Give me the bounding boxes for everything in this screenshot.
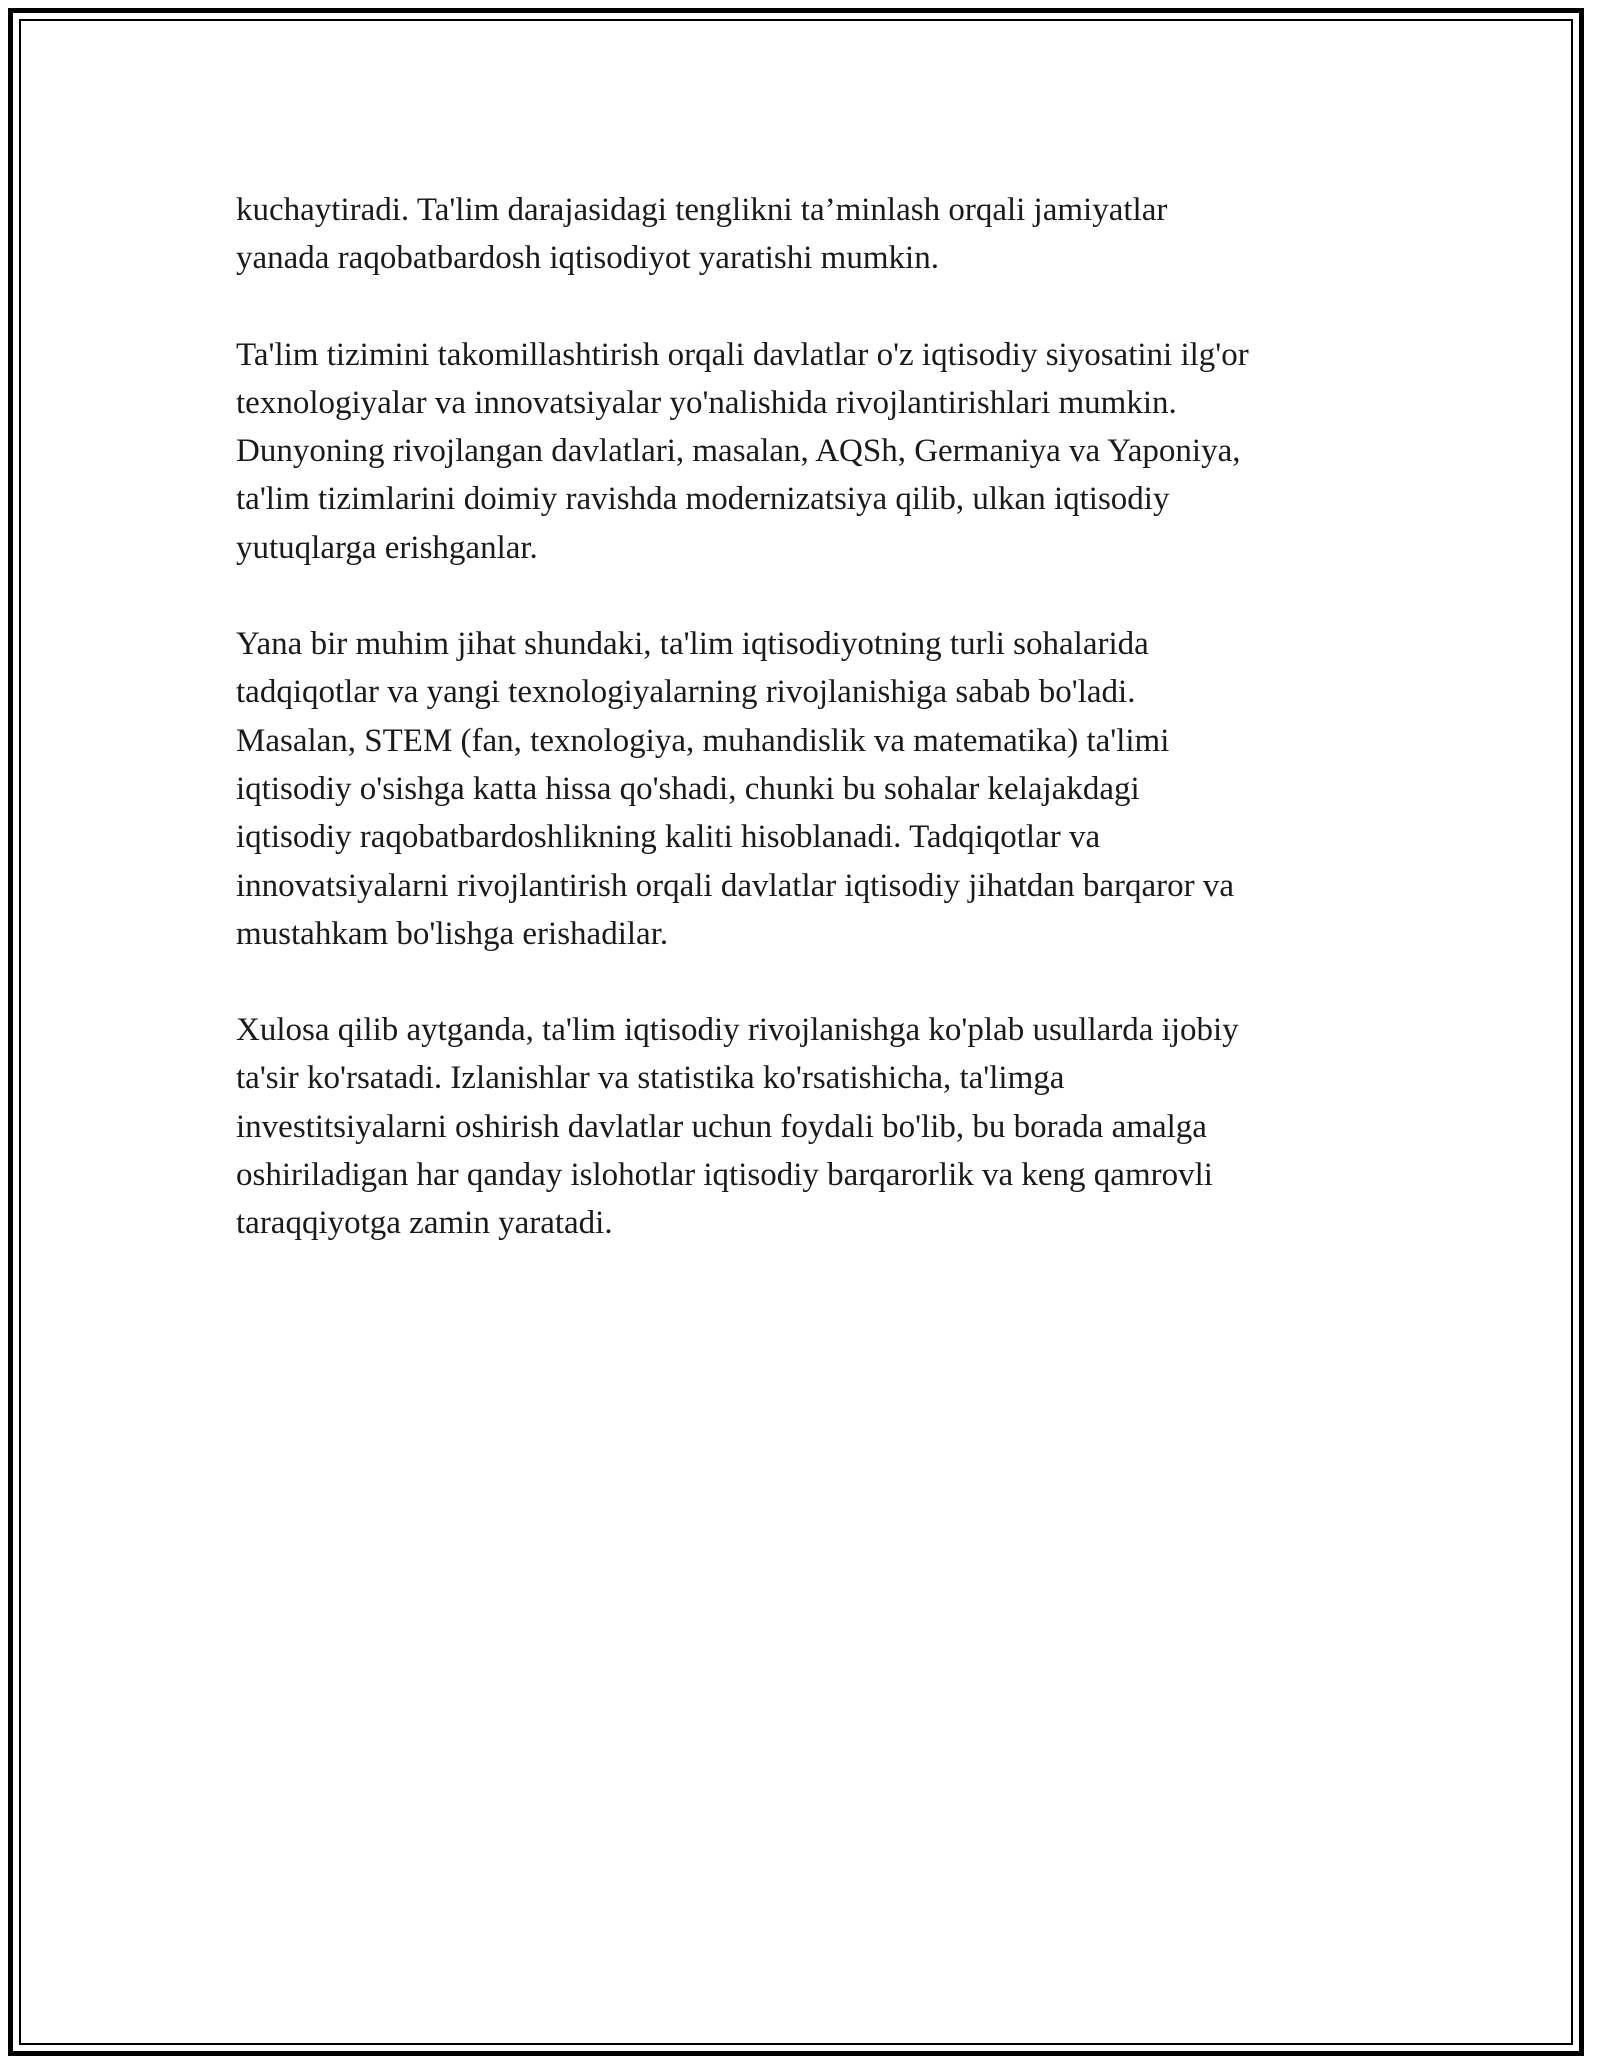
document-body xyxy=(236,186,1386,1296)
paragraph-4 xyxy=(236,1006,1386,1247)
paragraph-1 xyxy=(236,186,1386,283)
text-line: Masalan, STEM (fan, texnologiya, muhandislik va matematika) ta'limi xyxy=(236,722,1170,759)
text-line: Yana bir muhim jihat shundaki, ta'lim iqtisodiyotning turli sohalarida xyxy=(236,626,1149,663)
text-line: texnologiyalar va innovatsiyalar yo'nalishida rivojlantirishlari mumkin. xyxy=(236,384,1177,421)
text-line: yutuqlarga erishganlar. xyxy=(236,529,538,566)
text-line: Dunyoning rivojlangan davlatlari, masalan, AQSh, Germaniya va Yaponiya, xyxy=(236,433,1241,470)
paragraph-3 xyxy=(236,620,1386,958)
text-line: taraqqiyotga zamin yaratadi. xyxy=(236,1205,613,1242)
text-line: innovatsiyalarni rivojlantirish orqali davlatlar iqtisodiy jihatdan barqaror va xyxy=(236,867,1234,904)
text-line: iqtisodiy raqobatbardoshlikning kaliti hisoblanadi. Tadqiqotlar va xyxy=(236,819,1101,856)
text-line: ta'sir ko'rsatadi. Izlanishlar va statistika ko'rsatishicha, ta'limga xyxy=(236,1060,1065,1097)
text-line: mustahkam bo'lishga erishadilar. xyxy=(236,915,669,952)
text-line: yanada raqobatbardosh iqtisodiyot yaratishi mumkin. xyxy=(236,240,939,277)
text-line: ta'lim tizimlarini doimiy ravishda modernizatsiya qilib, ulkan iqtisodiy xyxy=(236,481,1170,518)
text-line: iqtisodiy o'sishga katta hissa qo'shadi, chunki bu sohalar kelajakdagi xyxy=(236,770,1140,807)
text-line: tadqiqotlar va yangi texnologiyalarning rivojlanishiga sabab bo'ladi. xyxy=(236,674,1136,711)
text-line: kuchaytiradi. Ta'lim darajasidagi tenglikni ta’minlash orqali jamiyatlar xyxy=(236,192,1168,228)
paragraph-2 xyxy=(236,331,1386,572)
text-line: oshiriladigan har qanday islohotlar iqtisodiy barqarorlik va keng qamrovli xyxy=(236,1157,1213,1194)
text-line: investitsiyalarni oshirish davlatlar uchun foydali bo'lib, bu borada amalga xyxy=(236,1108,1207,1145)
text-line: Ta'lim tizimini takomillashtirish orqali davlatlar o'z iqtisodiy siyosatini ilg'or xyxy=(236,336,1249,373)
text-line: Xulosa qilib aytganda, ta'lim iqtisodiy rivojlanishga ko'plab usullarda ijobiy xyxy=(236,1012,1239,1049)
